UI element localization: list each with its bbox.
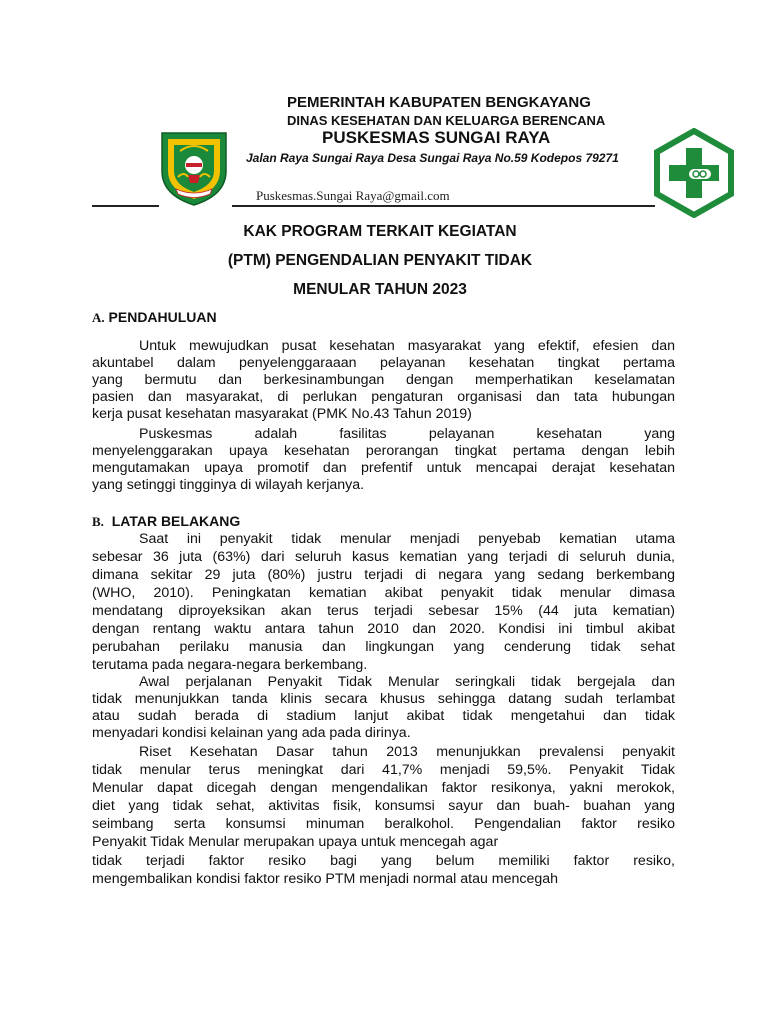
paragraph-line: perubahan perilaku manusia dan lingkungan yang cenderung tidak sehat: [92, 639, 675, 655]
section-a-letter: A.: [92, 310, 105, 325]
paragraph-line: Menular dapat dicegah dengan mengendalikan faktor resikonya, yakni merokok,: [92, 780, 675, 796]
paragraph-line: Riset Kesehatan Dasar tahun 2013 menunjukkan prevalensi penyakit: [139, 744, 675, 760]
paragraph-line: diet yang tidak sehat, aktivitas fisik, konsumsi sayur dan buah- buahan yang: [92, 798, 675, 814]
paragraph-line: dimana sekitar 29 juta (80%) justru terjadi di negara yang sedang berkembang: [92, 567, 675, 583]
paragraph-line: atau sudah berada di stadium lanjut akibat tidak mengetahui dan tidak: [92, 708, 675, 724]
paragraph-line: Awal perjalanan Penyakit Tidak Menular seringkali tidak bergejala dan: [139, 674, 675, 690]
section-a-heading: [92, 309, 217, 326]
paragraph-line: sebesar 36 juta (63%) dari seluruh kasus kematian yang terjadi di seluruh dunia,: [92, 549, 675, 565]
paragraph-line: terutama pada negara-negara berkembang.: [92, 657, 368, 673]
paragraph-line: dengan rentang waktu antara tahun 2010 dan 2020. Kondisi ini timbul akibat: [92, 621, 675, 637]
document-title-line-2: (PTM) PENGENDALIAN PENYAKIT TIDAK: [227, 252, 533, 269]
section-b-letter: B.: [92, 514, 104, 529]
paragraph-line: seimbang serta konsumsi minuman beralkohol. Pengendalian faktor resiko: [92, 816, 675, 832]
puskesmas-logo-icon: [653, 128, 735, 218]
paragraph-line: mengembalikan kondisi faktor resiko PTM menjadi normal atau mencegah: [92, 871, 559, 887]
paragraph-line: menyadari kondisi kelainan yang ada pada dirinya.: [92, 725, 411, 741]
letterhead-government: PEMERINTAH KABUPATEN BENGKAYANG: [287, 94, 591, 111]
paragraph-line: yang bermutu dan berkesinambungan dengan memperhatikan keselamatan: [92, 372, 675, 388]
letterhead-divider-left: [92, 205, 159, 207]
bengkayang-regency-crest-icon: [158, 127, 230, 207]
letterhead-address: Jalan Raya Sungai Raya Desa Sungai Raya No.59 Kodepos 79271: [246, 151, 619, 165]
paragraph-line: tidak terjadi faktor resiko bagi yang belum memiliki faktor resiko,: [92, 853, 675, 869]
letterhead-puskesmas-name: PUSKESMAS SUNGAI RAYA: [322, 128, 551, 147]
letterhead-divider-right: [232, 205, 655, 207]
letterhead-email: Puskesmas.Sungai Raya@gmail.com: [256, 188, 450, 203]
section-b-title: LATAR BELAKANG: [111, 513, 241, 529]
paragraph-line: Untuk mewujudkan pusat kesehatan masyarakat yang efektif, efesien dan: [139, 338, 675, 354]
paragraph-line: mengutamakan upaya promotif dan prefentif untuk mencapai derajat kesehatan: [92, 460, 675, 476]
section-a-title: PENDAHULUAN: [108, 309, 217, 325]
paragraph-line: pasien dan masyarakat, di perlukan pengaturan organisasi dan tata hubungan: [92, 389, 675, 405]
paragraph-line: tidak menular terus meningkat dari 41,7% menjadi 59,5%. Penyakit Tidak: [92, 762, 675, 778]
paragraph-line: menyelenggarakan upaya kesehatan perorangan tingkat pertama dengan lebih: [92, 443, 675, 459]
paragraph-line: kerja pusat kesehatan masyarakat (PMK No.43 Tahun 2019): [92, 406, 472, 422]
paragraph-line: Penyakit Tidak Menular merupakan upaya untuk mencegah agar: [92, 834, 499, 850]
paragraph-line: mendatang diproyeksikan akan terus terjadi sebesar 15% (44 juta kematian): [92, 603, 675, 619]
paragraph-line: akuntabel dalam penyelenggaraaan pelayanan kesehatan tingkat pertama: [92, 355, 675, 371]
paragraph-line: (WHO, 2010). Peningkatan kematian akibat penyakit tidak menular dimasa: [92, 585, 675, 601]
document-title-line-3: MENULAR TAHUN 2023: [293, 281, 467, 298]
section-b-heading: [92, 513, 240, 530]
document-title-line-1: KAK PROGRAM TERKAIT KEGIATAN: [243, 223, 517, 240]
paragraph-line: Saat ini penyakit tidak menular menjadi penyebab kematian utama: [139, 531, 675, 547]
paragraph-line: tidak menunjukkan tanda klinis secara khusus sehingga datang sudah terlambat: [92, 691, 675, 707]
paragraph-line: yang setinggi tingginya di wilayah kerjanya.: [92, 477, 365, 493]
letterhead-department: DINAS KESEHATAN DAN KELUARGA BERENCANA: [287, 113, 606, 128]
paragraph-line: Puskesmas adalah fasilitas pelayanan kesehatan yang: [139, 426, 675, 442]
